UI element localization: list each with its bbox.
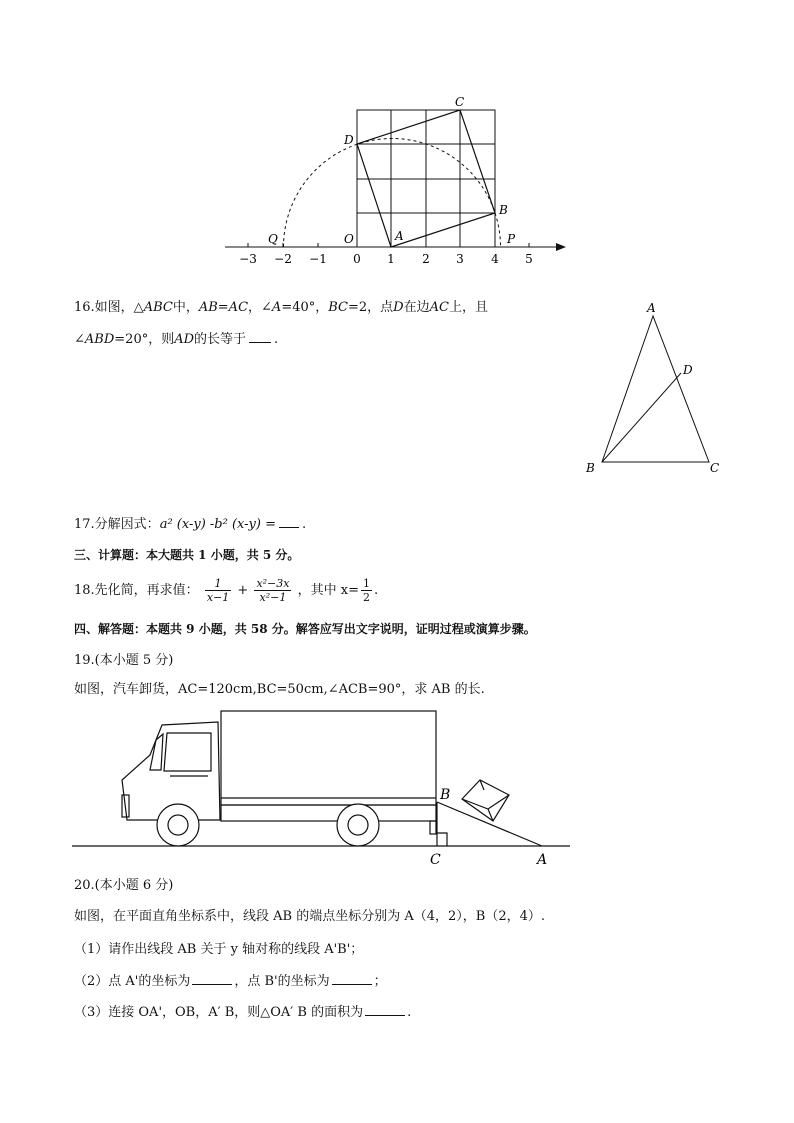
answer-blank[interactable] [279, 515, 299, 528]
fraction: $\frac{\text{x²−3x}}{\text{x²−1}}$ [256, 577, 290, 604]
point-label-a: A [537, 852, 548, 868]
q16-text: D [393, 300, 404, 315]
point-label-q: Q [268, 232, 278, 246]
q20-text: . [407, 1005, 412, 1020]
q16-text: ，∠ [248, 300, 272, 315]
q16-text: ABC [143, 300, 173, 315]
point-label-d: D [344, 133, 354, 147]
q19-body: 如图，汽车卸货，AC=120cm,BC=50cm,∠ACB=90°，求 AB 的长. [74, 682, 485, 697]
q16-text: AB=AC [198, 300, 249, 315]
q16-text: A [271, 300, 282, 315]
q16-text: BC [328, 300, 348, 315]
point-label-a: A [647, 301, 656, 315]
tick-label: −3 [239, 252, 257, 266]
q17-text: 17.分解因式： [74, 517, 160, 532]
q18-text: ，其中 x= [297, 583, 359, 598]
q20-body: 如图，在平面直角坐标系中，线段 AB 的端点坐标分别为 A（4，2），B（2，4）. [74, 909, 545, 924]
tick-label: 5 [525, 252, 533, 266]
tick-label: −2 [274, 252, 292, 266]
q18-text: 18.先化简，再求值： [74, 583, 199, 598]
section-3-heading: 三、计算题：本大题共 1 小题，共 5 分。 [74, 548, 300, 562]
q16-text: ∠ [74, 332, 85, 347]
answer-blank[interactable] [332, 972, 372, 985]
answer-blank[interactable] [365, 1003, 405, 1016]
q17-text: . [301, 517, 307, 532]
point-label-o: O [344, 232, 354, 246]
figure-19-truck [0, 700, 794, 880]
q20-text: （3）连接 OA'，OB，A′ B，则△OA′ B 的面积为 [74, 1005, 364, 1020]
q19-header: 19.(本小题 5 分) [74, 653, 174, 668]
q16-text: 的长等于 [194, 332, 247, 347]
q20-header: 20.(本小题 6 分) [74, 878, 174, 893]
point-label-c: C [455, 95, 465, 109]
q16-text: . [274, 332, 279, 347]
q18-text: . [373, 583, 379, 598]
point-label-p: P [507, 232, 516, 246]
q20-text: （2）点 A'的坐标为 [74, 974, 191, 989]
point-label-a: A [395, 229, 404, 243]
plus-sign: + [237, 583, 249, 598]
q16-text: 上，且 [448, 300, 488, 315]
tick-label: 4 [491, 252, 499, 266]
q17 [74, 515, 306, 534]
q16-text: =40°， [281, 300, 329, 315]
q16-text: ABD [84, 332, 115, 347]
q20-part1: （1）请作出线段 AB 关于 y 轴对称的线段 A'B'； [74, 942, 364, 957]
q16-text: 在边 [403, 300, 430, 315]
point-label-d: D [683, 363, 693, 377]
point-label-b: B [499, 203, 508, 217]
figure-16-triangle [0, 290, 794, 490]
fraction: $\frac{1}{2}$ [362, 577, 370, 604]
answer-blank[interactable] [192, 972, 232, 985]
q20-part2 [74, 972, 387, 991]
q20-part3 [74, 1003, 411, 1022]
point-label-b: B [440, 787, 451, 803]
figure-15-grid-numberline [0, 0, 794, 280]
point-label-c: C [710, 461, 720, 475]
q20-text: ，点 B'的坐标为 [234, 974, 330, 989]
q16-text: AD [174, 332, 195, 347]
tick-label: 2 [422, 252, 430, 266]
q16-text: =20°，则 [114, 332, 175, 347]
tick-label: 0 [353, 252, 361, 266]
tick-label: 3 [456, 252, 464, 266]
point-label-b: B [586, 461, 595, 475]
tick-label: 1 [387, 252, 395, 266]
q17-expression: a² (x-y) -b² (x-y) = [159, 517, 276, 532]
tick-label: −1 [309, 252, 327, 266]
point-label-c: C [430, 852, 441, 868]
q16-text: 中， [172, 300, 199, 315]
fraction: $\frac{1}{x-1}$ [206, 577, 230, 604]
q16-text: AC [429, 300, 449, 315]
q20-text: ； [373, 974, 387, 989]
section-4-heading: 四、解答题：本题共 9 小题，共 58 分。解答应写出文字说明，证明过程或演算步骤。 [74, 622, 536, 636]
q16-text: =2，点 [348, 300, 394, 315]
q16-text: 16.如图，△ [74, 300, 144, 315]
q18 [74, 576, 378, 606]
